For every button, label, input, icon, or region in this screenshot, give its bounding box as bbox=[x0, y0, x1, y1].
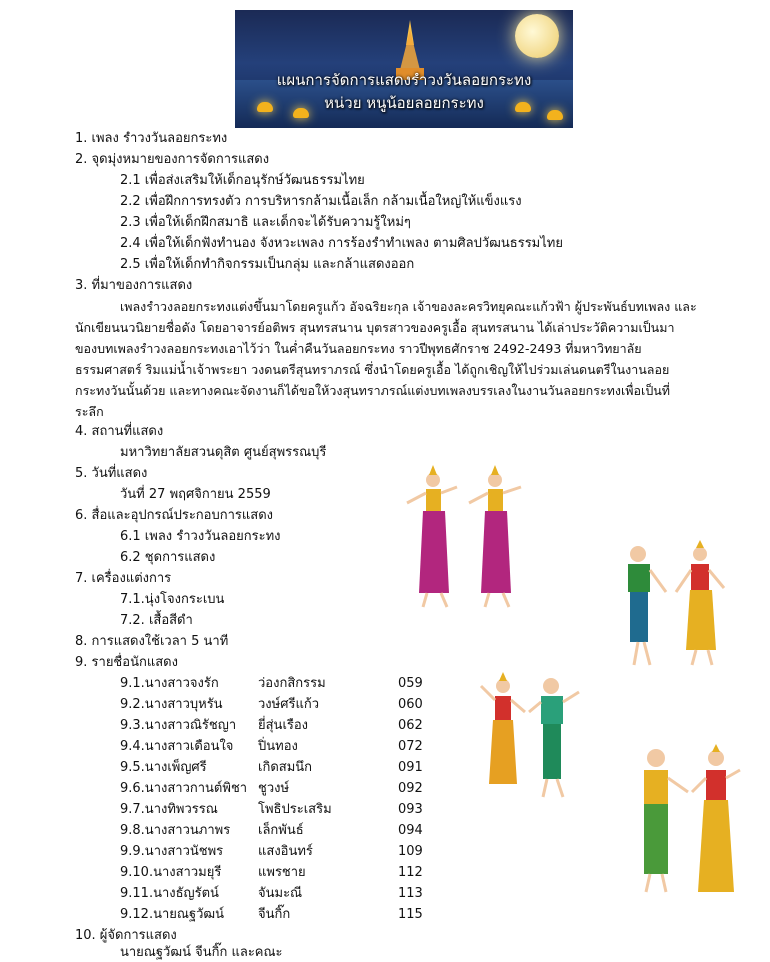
performer-name: 9.10.นางสาวมยุรี bbox=[120, 865, 222, 880]
performer-name: 9.4.นางสาวเดือนใจ bbox=[120, 739, 234, 754]
performer-name: 9.3.นางสาวณิรัชญา bbox=[120, 718, 237, 733]
performer-name: 9.6.นางสาวกานต์พิชา bbox=[120, 781, 248, 796]
performance-date: วันที่ 27 พฤศจิกายน 2559 bbox=[120, 487, 271, 502]
paragraph-line: กระทงวันนั้นด้วย และทางคณะจัดงานก็ได้ขอให้วงสุนทราภรณ์แต่งบทเพลงบรรเลงในงานวันลอยกระทงเพื่อเป็นที่ bbox=[75, 383, 671, 398]
list-item: 2.3 เพื่อให้เด็กฝึกสมาธิ และเด็กจะได้รับความรู้ใหม่ๆ bbox=[120, 215, 411, 230]
performer-id: 060 bbox=[398, 697, 423, 712]
performer-id: 113 bbox=[398, 886, 423, 901]
performer-name: 9.9.นางสาวนัชพร bbox=[120, 844, 224, 859]
performer-surname: เล็กพันธ์ bbox=[258, 823, 304, 838]
section-9-heading: 9. รายชื่อนักแสดง bbox=[75, 655, 178, 670]
performer-name: 9.2.นางสาวบุหรัน bbox=[120, 697, 223, 712]
performer-id: 072 bbox=[398, 739, 423, 754]
performer-id: 092 bbox=[398, 781, 423, 796]
performer-name: 9.1.นางสาวจงรัก bbox=[120, 676, 219, 691]
performer-surname: เกิดสมนึก bbox=[258, 760, 313, 775]
paragraph-line: ระลึก bbox=[75, 404, 104, 419]
two-female-dancers-illustration bbox=[395, 465, 545, 615]
performer-id: 091 bbox=[398, 760, 423, 775]
paragraph-line: ธรรมศาสตร์ ริมแม่น้ำเจ้าพระยา วงดนตรีสุนทราภรณ์ ซึ่งนำโดยครูเอื้อ ได้ถูกเชิญให้ไปร่วมเล่นดนตรีในงานลอย bbox=[75, 362, 670, 377]
performer-surname: แพรชาย bbox=[258, 865, 306, 880]
couple-dancers-illustration bbox=[475, 672, 585, 802]
list-item: 2.2 เพื่อฝึกการทรงตัว การบริหารกล้ามเนื้อเล็ก กล้ามเนื้อใหญ่ให้แข็งแรง bbox=[120, 194, 522, 209]
list-item: 7.1.นุ่งโจงกระเบน bbox=[120, 592, 225, 607]
performer-id: 093 bbox=[398, 802, 423, 817]
performer-name: 9.5.นางเพ็ญศรี bbox=[120, 760, 207, 775]
section-3-heading: 3. ที่มาของการแสดง bbox=[75, 278, 193, 293]
section-7-heading: 7. เครื่องแต่งการ bbox=[75, 571, 172, 586]
list-item: 2.5 เพื่อให้เด็กทำกิจกรรมเป็นกลุ่ม และกล้าแสดงออก bbox=[120, 257, 415, 272]
performer-id: 062 bbox=[398, 718, 423, 733]
paragraph-line: เพลงรำวงลอยกระทงแต่งขึ้นมาโดยครูแก้ว อัจฉริยะกุล เจ้าของละครวิทยุคณะแก้วฟ้า ผู้ประพันธ์บทเพลง และ bbox=[120, 299, 697, 314]
list-item: 2.1 เพื่อส่งเสริมให้เด็กอนุรักษ์วัฒนธรรมไทย bbox=[120, 173, 365, 188]
performer-name: 9.12.นายณฐวัฒน์ bbox=[120, 907, 225, 922]
performer-id: 059 bbox=[398, 676, 423, 691]
performer-surname: ยี่สุ่นเรือง bbox=[258, 718, 309, 733]
performer-name: 9.11.นางธัญรัตน์ bbox=[120, 886, 219, 901]
section-8-heading: 8. การแสดงใช้เวลา 5 นาที bbox=[75, 634, 229, 649]
performer-id: 115 bbox=[398, 907, 423, 922]
section-5-heading: 5. วันที่แสดง bbox=[75, 466, 148, 481]
list-item: 2.4 เพื่อให้เด็กฟังทำนอง จังหวะเพลง การร้องรำทำเพลง ตามศิลปวัฒนธรรมไทย bbox=[120, 236, 563, 251]
banner-subtitle: หน่วย หนูน้อยลอยกระทง bbox=[324, 94, 484, 112]
paragraph-line: ของบทเพลงรำวงลอยกระทงเอาไว้ว่า ในค่ำคืนวันลอยกระทง ราวปีพุทธศักราช 2492-2493 ที่มหาวิทยาลัย bbox=[75, 341, 642, 356]
organizer: นายณฐวัฒน์ จีนกิ๊ก และคณะ bbox=[120, 945, 283, 960]
performer-id: 112 bbox=[398, 865, 423, 880]
performer-surname: จันมะณี bbox=[258, 886, 303, 901]
couple-dancers-illustration bbox=[618, 742, 748, 912]
performer-name: 9.8.นางสาวนภาพร bbox=[120, 823, 231, 838]
header-banner bbox=[235, 10, 573, 128]
list-item: 7.2. เสื้อสีดำ bbox=[120, 613, 193, 628]
banner-title: แผนการจัดการแสดงรำวงวันลอยกระทง bbox=[276, 71, 532, 89]
performer-id: 109 bbox=[398, 844, 423, 859]
paragraph-line: นักเขียนนวนิยายชื่อดัง โดยอาจารย์อติพร สุนทรสนาน บุตรสาวของครูเอื้อ สุนทรสนาน ได้เล่าประวัติความเป็นมา bbox=[75, 320, 675, 335]
list-item: 6.2 ชุดการแสดง bbox=[120, 550, 216, 565]
moon-icon bbox=[515, 14, 559, 58]
list-item: 6.1 เพลง รำวงวันลอยกระทง bbox=[120, 529, 281, 544]
performer-surname: ปิ่นทอง bbox=[258, 739, 298, 754]
section-10-heading: 10. ผู้จัดการแสดง bbox=[75, 928, 177, 943]
performer-surname: วงษ์ศรีแก้ว bbox=[258, 697, 320, 712]
performer-id: 094 bbox=[398, 823, 423, 838]
couple-dancers-illustration bbox=[608, 540, 738, 675]
performer-surname: จีนกิ๊ก bbox=[258, 907, 291, 922]
section-4-heading: 4. สถานที่แสดง bbox=[75, 424, 164, 439]
performer-name: 9.7.นางทิพวรรณ bbox=[120, 802, 218, 817]
venue: มหาวิทยาลัยสวนดุสิต ศูนย์สุพรรณบุรี bbox=[120, 445, 327, 460]
performer-surname: แสงอินทร์ bbox=[258, 844, 313, 859]
performer-surname: ว่องกสิกรรม bbox=[258, 676, 326, 691]
section-2-heading: 2. จุดมุ่งหมายของการจัดการแสดง bbox=[75, 152, 270, 167]
performer-surname: โพธิประเสริม bbox=[258, 802, 332, 817]
section-6-heading: 6. สื่อและอุปกรณ์ประกอบการแสดง bbox=[75, 508, 273, 523]
performer-surname: ชูวงษ์ bbox=[258, 781, 290, 796]
section-1-heading: 1. เพลง รำวงวันลอยกระทง bbox=[75, 131, 228, 146]
